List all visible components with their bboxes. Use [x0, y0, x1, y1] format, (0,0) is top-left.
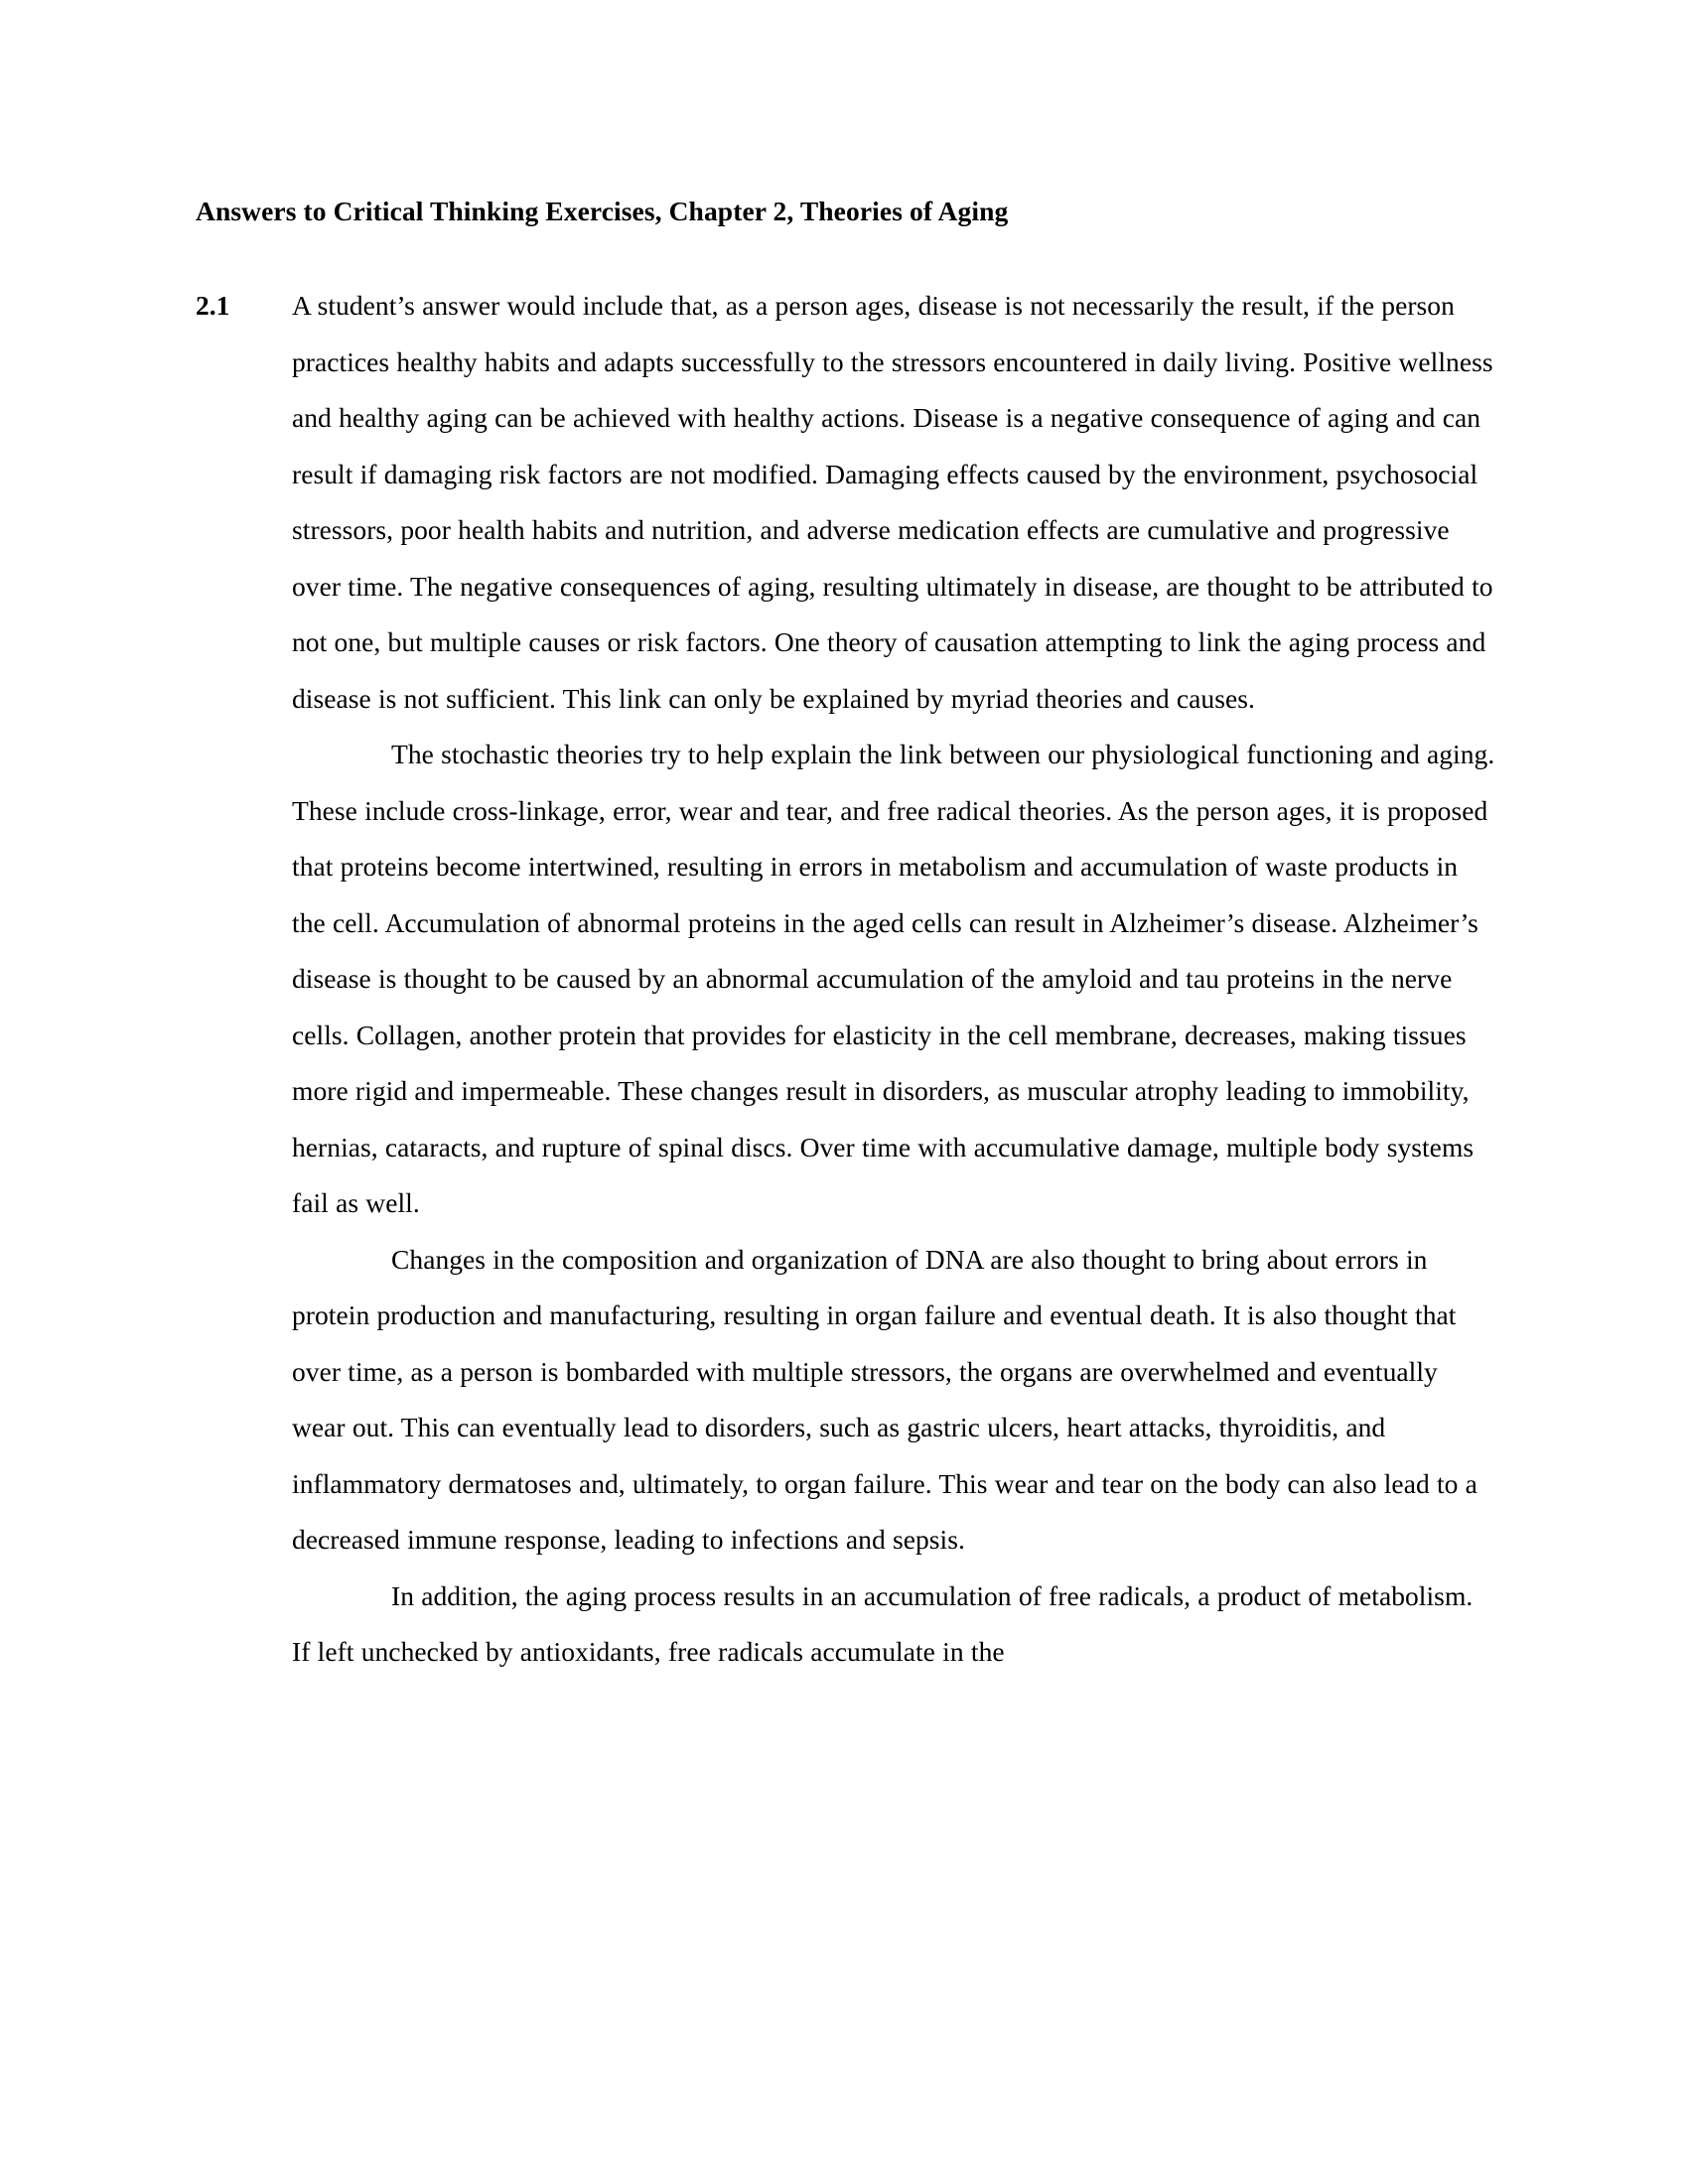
title-spacer — [196, 228, 1496, 278]
answer-paragraph: In addition, the aging process results in an accumulation of free radicals, a product of metabolism. If left unchecked by antioxidants, free radicals accumulate in the — [292, 1579, 1474, 1667]
answer-block-2-1 — [196, 278, 1496, 1681]
answer-paragraph: A student’s answer would include that, as a person ages, disease is not necessarily the result, if the person practices healthy habits and adapts successfully to the stressors encountered in daily living. Positive wellness and healthy aging can be achieved with healthy actions. Disease is a negative consequence of aging and can result if damaging risk factors are not modified. Damaging effects caused by the environment, psychosocial stressors, poor health habits and nutrition, and adverse medication effects are cumulative and progressive over time. The negative consequences of aging, resulting ultimately in disease, are thought to be attributed to not one, but multiple causes or risk factors. One theory of causation attempting to link the aging process and disease is not sufficient. This link can only be explained by myriad theories and causes. — [292, 290, 1493, 714]
answer-paragraph: The stochastic theories try to help explain the link between our physiological functioning and aging. These include cross-linkage, error, wear and tear, and free radical theories. As the person ages, it is proposed that proteins become intertwined, resulting in errors in metabolism and accumulation of waste products in the cell. Accumulation of abnormal proteins in the aged cells can result in Alzheimer’s disease. Alzheimer’s disease is thought to be caused by an abnormal accumulation of the amyloid and tau proteins in the nerve cells. Collagen, another protein that provides for elasticity in the cell membrane, decreases, making tissues more rigid and impermeable. These changes result in disorders, as muscular atrophy leading to immobility, hernias, cataracts, and rupture of spinal discs. Over time with accumulative damage, multiple body systems fail as well. — [292, 739, 1495, 1218]
answer-body — [292, 278, 1496, 1681]
page-title: Answers to Critical Thinking Exercises, Chapter 2, Theories of Aging — [196, 196, 1009, 226]
answer-number-label: 2.1 — [196, 290, 230, 321]
answer-paragraph: Changes in the composition and organization of DNA are also thought to bring about errors in protein production and manufacturing, resulting in organ failure and eventual death. It is also thought that over time, as a person is bombarded with multiple stressors, the organs are overwhelmed and eventually wear out. This can eventually lead to disorders, such as gastric ulcers, heart attacks, thyroiditis, and inflammatory dermatoses and, ultimately, to organ failure. This wear and tear on the body can also lead to a decreased immune response, leading to infections and sepsis. — [292, 1243, 1477, 1555]
document-content — [196, 195, 1496, 1681]
